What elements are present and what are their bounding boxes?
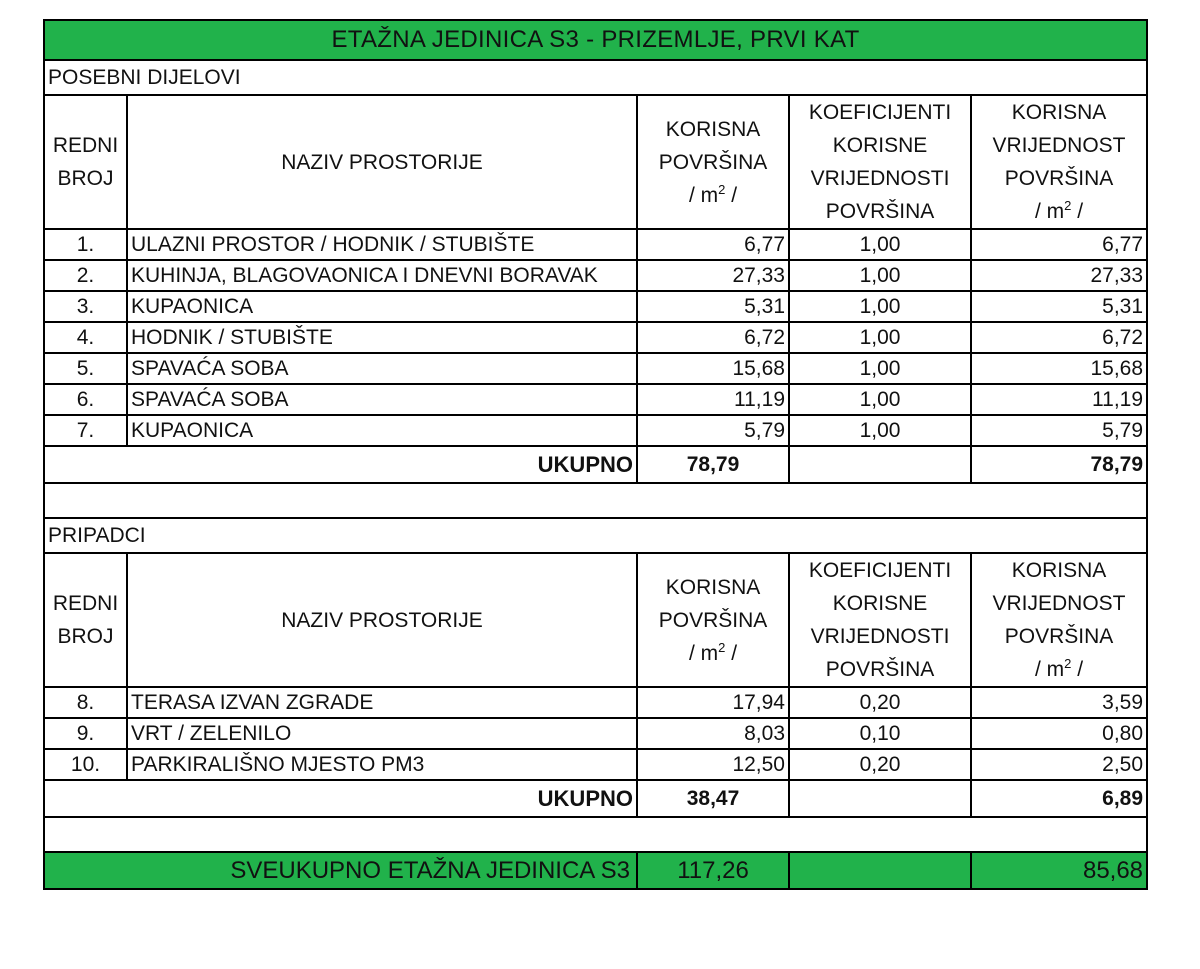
table-row: 4. HODNIK / STUBIŠTE 6,72 1,00 6,72 <box>44 322 1147 353</box>
table-row: 9. VRT / ZELENILO 8,03 0,10 0,80 <box>44 718 1147 749</box>
total-row-posebni <box>44 446 1147 483</box>
table-row: 5. SPAVAĆA SOBA 15,68 1,00 15,68 <box>44 353 1147 384</box>
header-naziv: NAZIV PROSTORIJE <box>127 95 637 229</box>
section-row-pripadci <box>44 518 1147 553</box>
section-row-posebni <box>44 60 1147 95</box>
table-row: 8. TERASA IZVAN ZGRADE 17,94 0,20 3,59 <box>44 687 1147 718</box>
spacer-row <box>44 483 1147 518</box>
header-korisna-povrsina: KORISNA POVRŠINA / $m^2$ / <box>637 95 789 229</box>
header-row-posebni <box>44 95 1147 229</box>
header-redni-broj: REDNI BROJ <box>44 553 127 687</box>
spacer-row <box>44 817 1147 852</box>
title-row <box>44 20 1147 60</box>
header-korisna-vrijednost: KORISNA VRIJEDNOST POVRŠINA / $m^2$ / <box>971 95 1147 229</box>
header-koeficijenti: KOEFICIJENTI KORISNE VRIJEDNOSTI POVRŠINA <box>789 95 971 229</box>
total-label: UKUPNO <box>44 446 637 483</box>
header-korisna-povrsina: KORISNA POVRŠINA / $m^2$ / <box>637 553 789 687</box>
table-row: 2. KUHINJA, BLAGOVAONICA I DNEVNI BORAVAK 27,33 1,00 27,33 <box>44 260 1147 291</box>
grand-total-label: SVEUKUPNO ETAŽNA JEDINICA S3 <box>44 852 637 889</box>
total-value: 6,89 <box>971 780 1147 817</box>
table-row: 10. PARKIRALIŠNO MJESTO PM3 12,50 0,20 2,50 <box>44 749 1147 780</box>
table-row: 3. KUPAONICA 5,31 1,00 5,31 <box>44 291 1147 322</box>
table-row: 6. SPAVAĆA SOBA 11,19 1,00 11,19 <box>44 384 1147 415</box>
header-naziv: NAZIV PROSTORIJE <box>127 553 637 687</box>
table-row: 7. KUPAONICA 5,79 1,00 5,79 <box>44 415 1147 446</box>
area-table <box>43 19 1148 890</box>
grand-total-area: 117,26 <box>637 852 789 889</box>
total-area: 78,79 <box>637 446 789 483</box>
section-label-posebni: POSEBNI DIJELOVI <box>44 60 1147 95</box>
header-row-pripadci <box>44 553 1147 687</box>
total-area: 38,47 <box>637 780 789 817</box>
header-koeficijenti: KOEFICIJENTI KORISNE VRIJEDNOSTI POVRŠINA <box>789 553 971 687</box>
total-row-pripadci <box>44 780 1147 817</box>
table-title: ETAŽNA JEDINICA S3 - PRIZEMLJE, PRVI KAT <box>44 20 1147 60</box>
table-row: 1. ULAZNI PROSTOR / HODNIK / STUBIŠTE 6,77 1,00 6,77 <box>44 229 1147 260</box>
total-label: UKUPNO <box>44 780 637 817</box>
grand-total-value: 85,68 <box>971 852 1147 889</box>
header-redni-broj: REDNI BROJ <box>44 95 127 229</box>
grand-total-row <box>44 852 1147 889</box>
header-korisna-vrijednost: KORISNA VRIJEDNOST POVRŠINA / $m^2$ / <box>971 553 1147 687</box>
section-label-pripadci: PRIPADCI <box>44 518 1147 553</box>
total-value: 78,79 <box>971 446 1147 483</box>
